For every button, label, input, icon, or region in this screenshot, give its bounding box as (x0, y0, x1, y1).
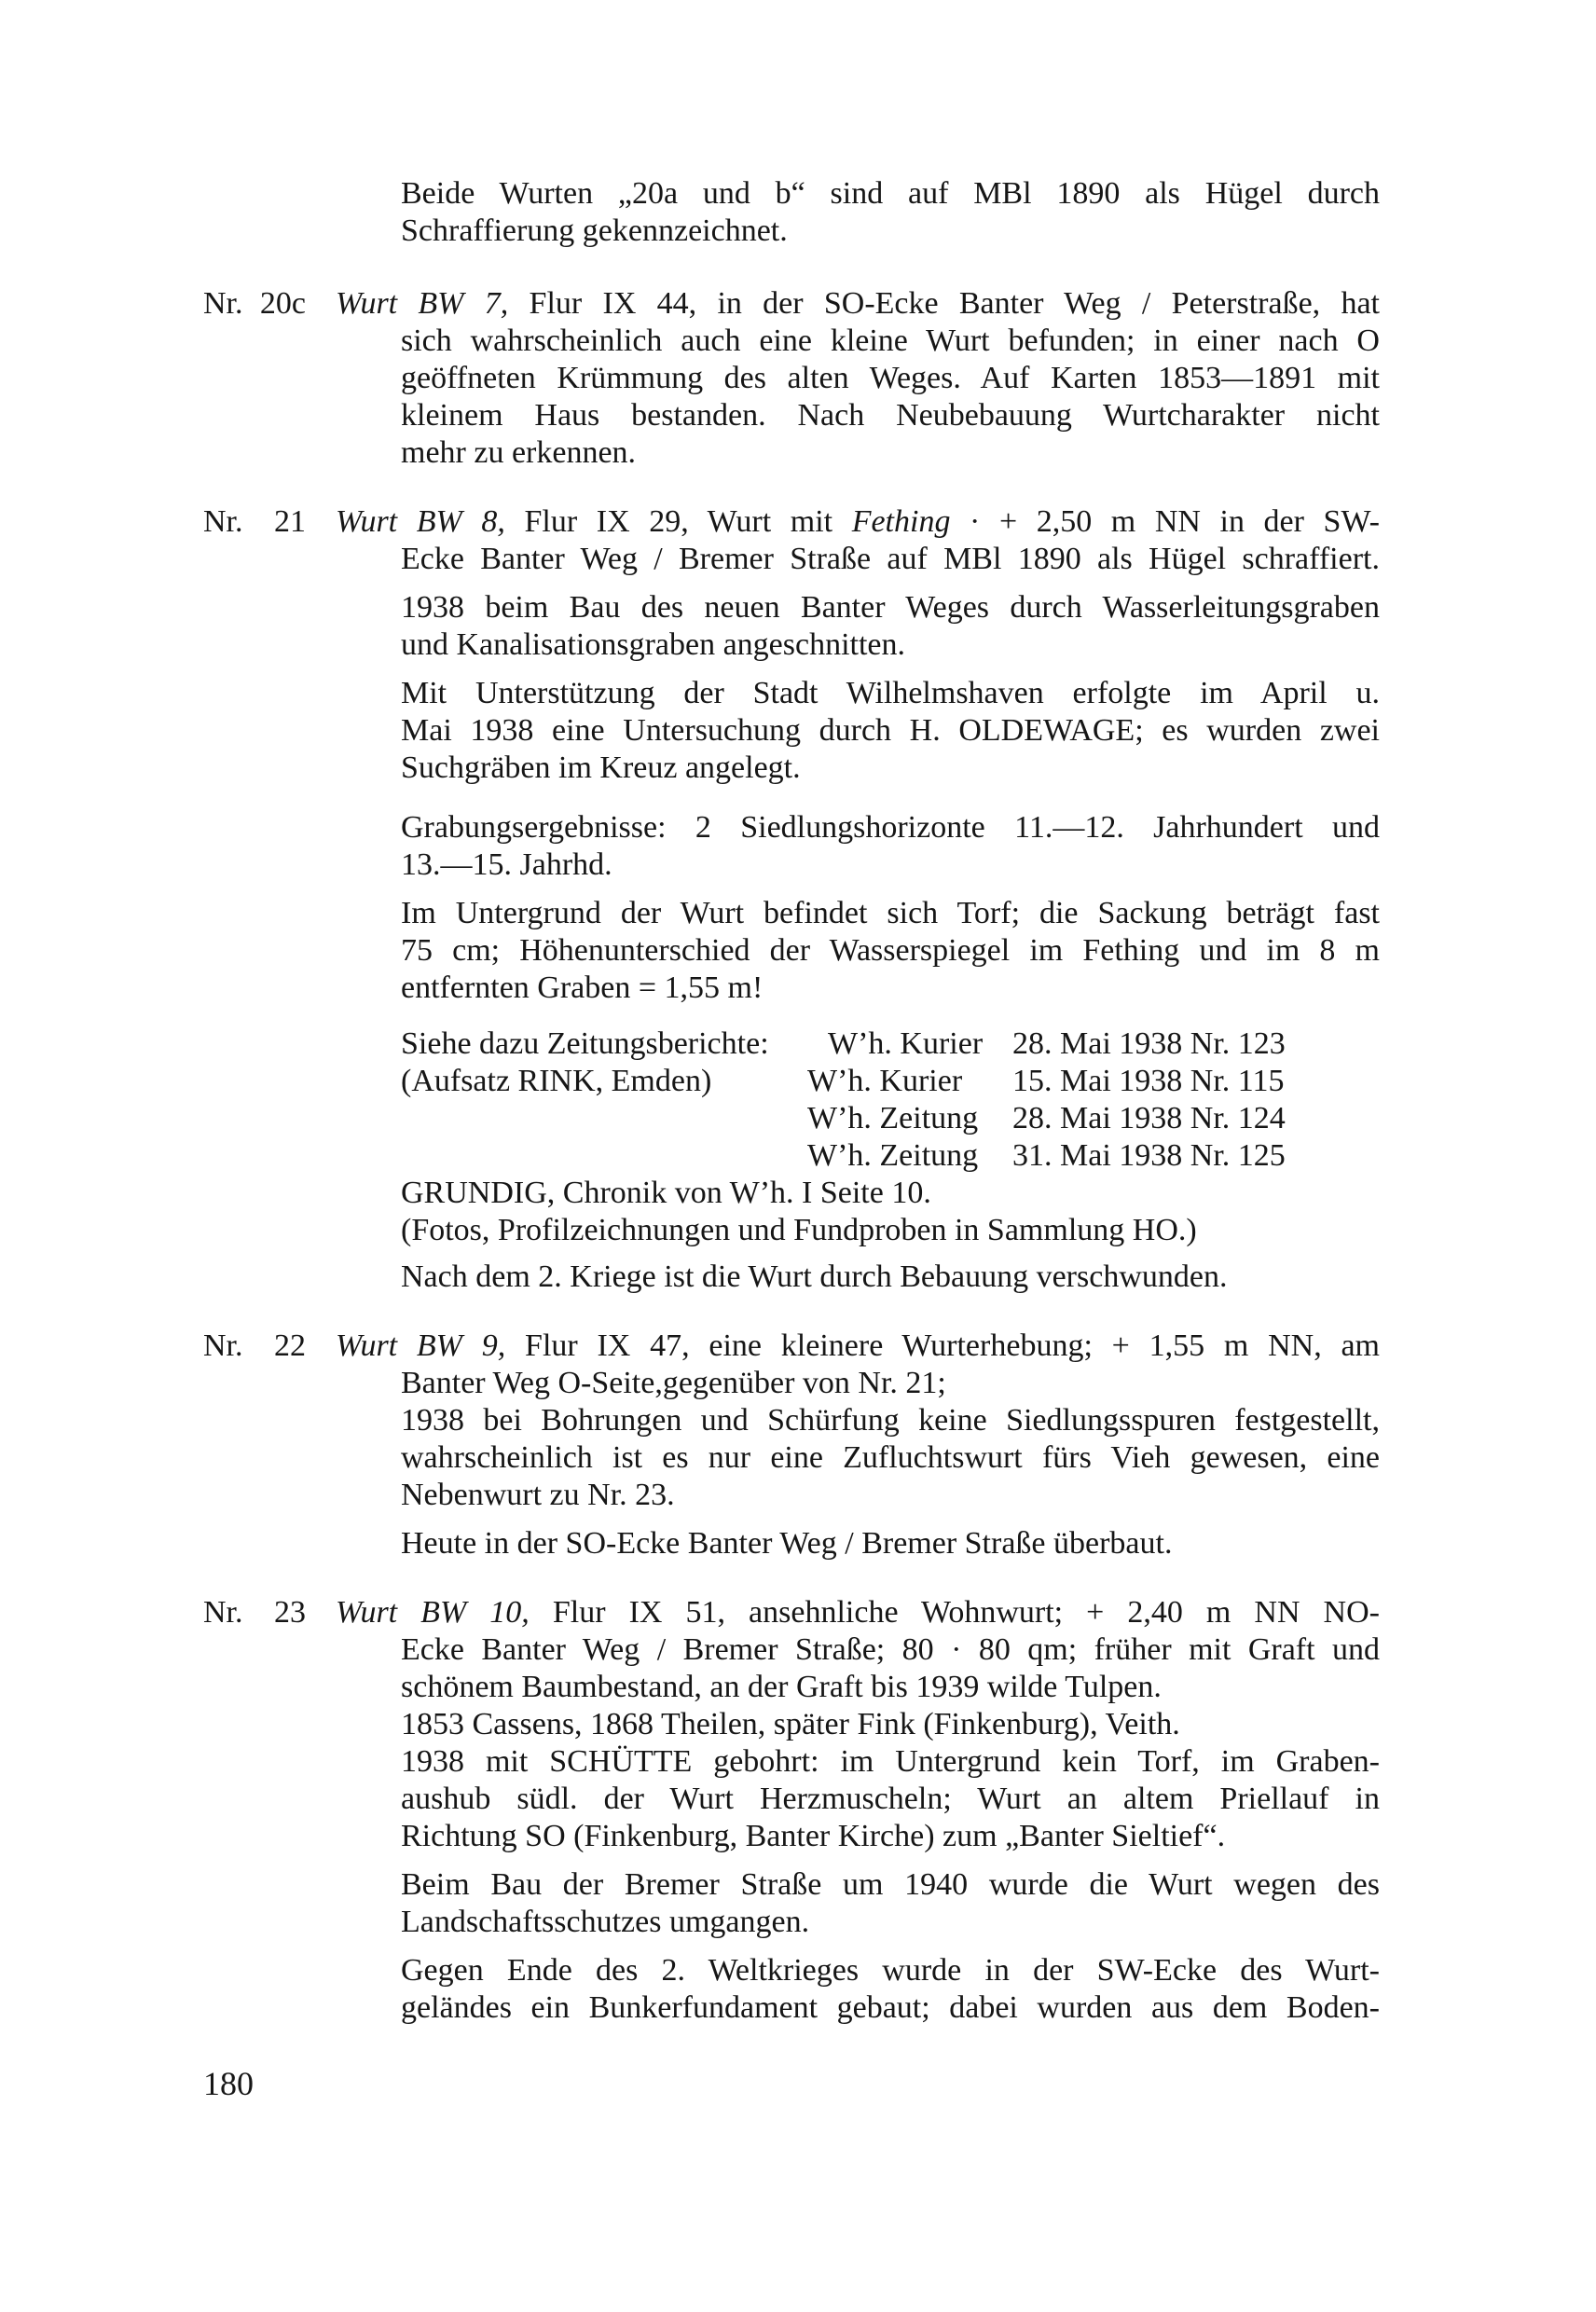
entry-21-after-2: (Fotos, Profilzeichnungen und Fundproben in Sammlung HO.) (401, 1213, 1197, 1247)
entry-23-line-1: Wurt BW 10, Flur IX 51, ansehnliche Wohnwurt; + 2,40 m NN NO- (336, 1595, 1380, 1630)
entry-21-line-2: Ecke Banter Weg / Bremer Straße auf MBl 1890 als Hügel schraffiert. (401, 542, 1380, 576)
entry-number-23: Nr. 23 (203, 1595, 306, 1630)
entry-23-line-9: Landschaftsschutzes umgangen. (401, 1905, 810, 1939)
entry-id: 20c (259, 286, 306, 321)
entry-23-line-7: Richtung SO (Finkenburg, Banter Kirche) zum „Banter Sieltief“. (401, 1819, 1226, 1853)
entry-21-line-7: Suchgräben im Kreuz angelegt. (401, 750, 801, 785)
entry-20c-lead: Wurt BW 7, (336, 286, 509, 321)
entry-21-line-3: 1938 beim Bau des neuen Banter Weges durch Wasserleitungsgraben (401, 590, 1380, 625)
entry-20c-line-2: sich wahrscheinlich auch eine kleine Wurt befunden; in einer nach O (401, 323, 1380, 358)
reference-date-3: 28. Mai 1938 Nr. 124 (1012, 1101, 1286, 1135)
entry-21-line-8: Grabungsergebnisse: 2 Siedlungshorizonte 11.—12. Jahrhundert und (401, 810, 1380, 845)
reference-paper-2: W’h. Kurier (807, 1064, 963, 1098)
entry-23-line-11: geländes ein Bunkerfundament gebaut; dabei wurden aus dem Boden- (401, 1990, 1380, 2025)
intro-line-2: Schraffierung gekennzeichnet. (401, 213, 788, 248)
reference-label-1: Siehe dazu Zeitungsberichte: (401, 1026, 769, 1061)
entry-23-line-3: schönem Baumbestand, an der Graft bis 1939 wilde Tulpen. (401, 1670, 1162, 1704)
entry-20c-line-4: kleinem Haus bestanden. Nach Neubebauung Wurtcharakter nicht (401, 398, 1380, 433)
reference-paper-1: W’h. Kurier (828, 1026, 984, 1061)
entry-23-line-4: 1853 Cassens, 1868 Theilen, später Fink (Finkenburg), Veith. (401, 1707, 1180, 1741)
entry-20c-line-5: mehr zu erkennen. (401, 435, 637, 470)
entry-number-20c (203, 285, 306, 323)
entry-number-21: Nr. 21 (203, 504, 306, 539)
entry-23-line-8: Beim Bau der Bremer Straße um 1940 wurde die Wurt wegen des (401, 1867, 1380, 1902)
entry-22-line-3: 1938 bei Bohrungen und Schürfung keine Siedlungsspuren festgestellt, (401, 1403, 1380, 1438)
entry-22-line-6: Heute in der SO-Ecke Banter Weg / Bremer Straße überbaut. (401, 1526, 1173, 1561)
entry-prefix: Nr. (203, 286, 243, 321)
entry-21-line-10: Im Untergrund der Wurt befindet sich Torf; die Sackung beträgt fast (401, 896, 1380, 930)
entry-20c-line-3: geöffneten Krümmung des alten Weges. Auf Karten 1853—1891 mit (401, 361, 1380, 395)
entry-21-line-11: 75 cm; Höhenunterschied der Wasserspiegel im Fething und im 8 m (401, 933, 1380, 968)
entry-21-after-3: Nach dem 2. Kriege ist die Wurt durch Bebauung verschwunden. (401, 1259, 1228, 1294)
entry-22-line-2: Banter Weg O-Seite,gegenüber von Nr. 21; (401, 1366, 946, 1400)
reference-label-2: (Aufsatz RINK, Emden) (401, 1064, 712, 1098)
entry-21-after-1: GRUNDIG, Chronik von W’h. I Seite 10. (401, 1176, 931, 1210)
entry-23-line-10: Gegen Ende des 2. Weltkrieges wurde in der SW-Ecke des Wurt- (401, 1953, 1380, 1988)
entry-21-line-6: Mai 1938 eine Untersuchung durch H. OLDEWAGE; es wurden zwei (401, 713, 1380, 748)
reference-paper-4: W’h. Zeitung (807, 1138, 979, 1173)
reference-paper-3: W’h. Zeitung (807, 1101, 979, 1135)
entry-23-line-6: aushub südl. der Wurt Herzmuscheln; Wurt an altem Priellauf in (401, 1782, 1380, 1816)
reference-date-1: 28. Mai 1938 Nr. 123 (1012, 1026, 1286, 1061)
entry-21-line-4: und Kanalisationsgraben angeschnitten. (401, 627, 906, 662)
entry-21-line-12: entfernten Graben = 1,55 m! (401, 970, 764, 1005)
entry-22-line-4: wahrscheinlich ist es nur eine Zufluchtswurt fürs Vieh gewesen, eine (401, 1440, 1380, 1475)
entry-22-line-5: Nebenwurt zu Nr. 23. (401, 1478, 675, 1512)
entry-23-line-2: Ecke Banter Weg / Bremer Straße; 80 · 80 qm; früher mit Graft und (401, 1632, 1380, 1667)
entry-20c-line-1: Wurt BW 7, Flur IX 44, in der SO-Ecke Banter Weg / Peterstraße, hat (336, 286, 1380, 321)
entry-23-line-5: 1938 mit SCHÜTTE gebohrt: im Untergrund kein Torf, im Graben- (401, 1744, 1380, 1779)
entry-21-line-9: 13.—15. Jahrhd. (401, 847, 612, 882)
reference-date-2: 15. Mai 1938 Nr. 115 (1012, 1064, 1285, 1098)
entry-21-line-5: Mit Unterstützung der Stadt Wilhelmshaven erfolgte im April u. (401, 676, 1380, 710)
reference-date-4: 31. Mai 1938 Nr. 125 (1012, 1138, 1286, 1173)
entry-21-line-1: Wurt BW 8, Flur IX 29, Wurt mit Fething · + 2,50 m NN in der SW- (336, 504, 1380, 539)
intro-line-1: Beide Wurten „20a und b“ sind auf MBl 1890 als Hügel durch (401, 176, 1380, 211)
entry-number-22: Nr. 22 (203, 1328, 306, 1363)
page-number: 180 (203, 2065, 254, 2102)
entry-22-line-1: Wurt BW 9, Flur IX 47, eine kleinere Wurterhebung; + 1,55 m NN, am (336, 1328, 1380, 1363)
